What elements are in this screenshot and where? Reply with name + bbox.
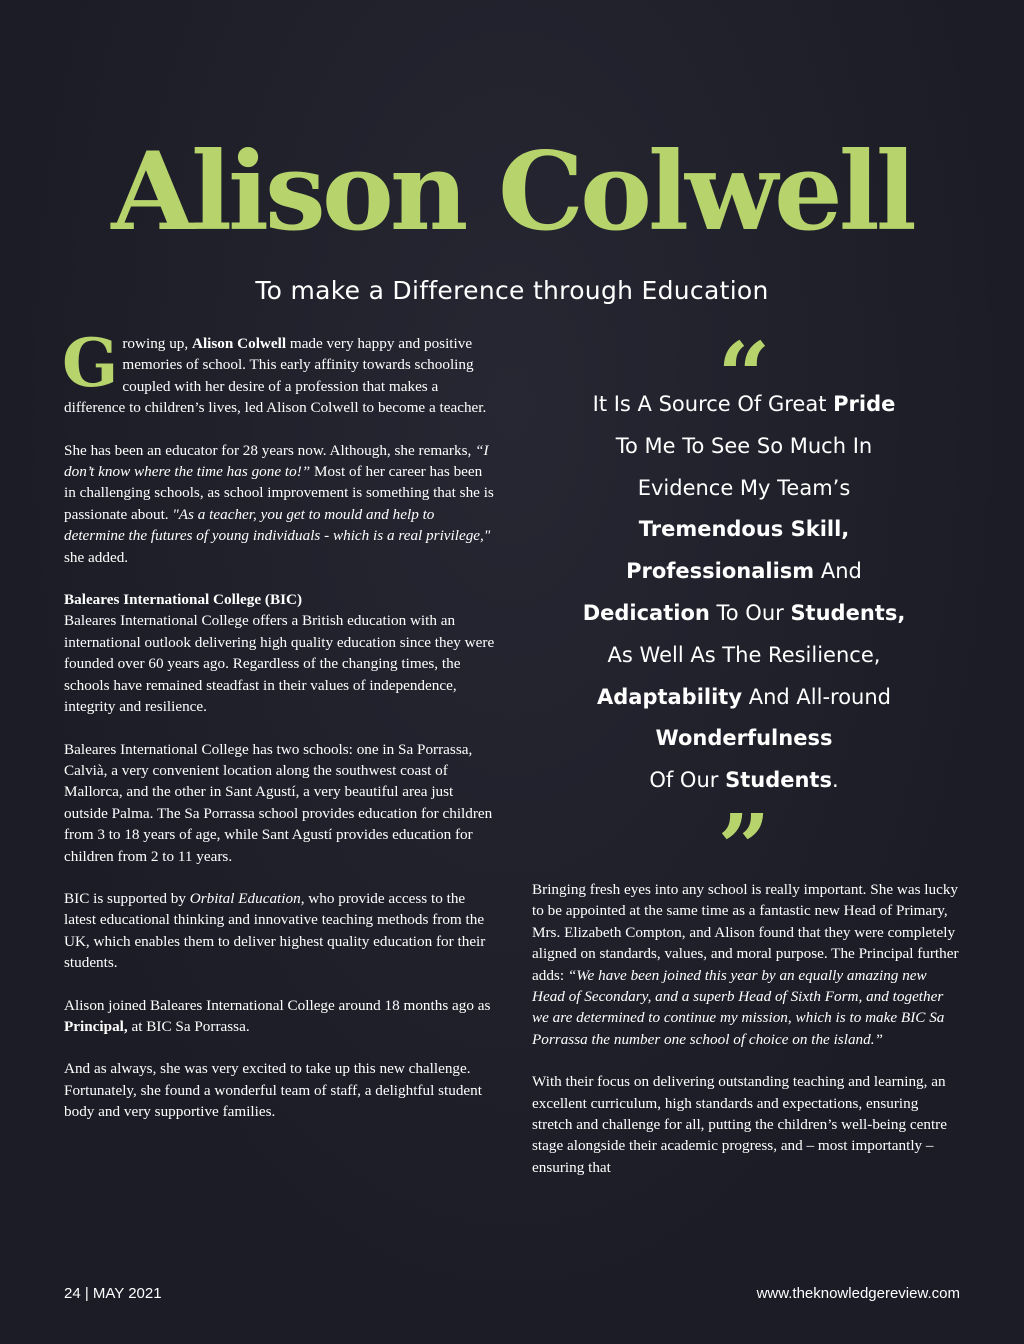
article-subtitle: To make a Difference through Education	[255, 276, 769, 305]
paragraph: And as always, she was very excited to take up this new challenge. Fortunately, she found a wonderful team of staff, a delightful student body and very supportive families.	[64, 1060, 482, 1121]
website-url: www.theknowledgereview.com	[756, 1285, 960, 1302]
open-quote-icon: “	[717, 322, 771, 430]
paragraph: Bringing fresh eyes into any school is really important. She was lucky to be appointed at the same time as a fantastic new Head of Primary, Mrs. Elizabeth Compton, and Alison found that they were completely aligned on standards, values, and moral purpose. The Principal further adds: “We have been joined this year by an equally amazing new Head of Secondary, and a superb Head of Sixth Form, and together we are determined to continue my mission, which is to make BIC Sa Porrassa the number one school of choice on the island.”	[532, 881, 959, 1048]
left-column	[62, 324, 496, 1144]
section-heading: Baleares International College (BIC)	[64, 591, 303, 609]
role-title: Principal,	[64, 1017, 128, 1035]
pull-quote	[556, 322, 932, 902]
close-quote-icon: ”	[717, 793, 771, 902]
right-column	[532, 879, 960, 1199]
paragraph: Baleares International College (BIC) Baleares International College offers a British education with an international outlook delivering high quality education since they were founded over 60 years ago. Regardless of the changing times, the schools have remained steadfast in their values of independence, integrity and resilience.	[64, 591, 495, 716]
intro-paragraph: Growing up, Alison Colwell made very happy and positive memories of school. This early affinity towards schooling coupled with her desire of a profession that makes a difference to children’s lives, led Alison Colwell to become a teacher.	[62, 324, 487, 417]
page-number: 24 | MAY 2021	[64, 1285, 162, 1302]
paragraph: Baleares International College has two schools: one in Sa Porrassa, Calvià, a very convenient location along the southwest coast of Mallorca, and the other in Sant Agustí, a very beautiful area just outside Palma. The Sa Porrassa school provides education for children from 3 to 18 years of age, while Sant Agustí provides education for children from 2 to 11 years.	[64, 740, 493, 865]
paragraph: She has been an educator for 28 years now. Although, she remarks, “I don’t know where the time has gone to!” Most of her career has been in challenging schools, as school improvement is something that she is passionate about. "As a teacher, you get to mould and help to determine the futures of young individuals - which is a real privilege," she added.	[64, 441, 494, 566]
inline-quote: “We have been joined this year by an equally amazing new Head of Secondary, and a superb Head of Sixth Form, and together we are determined to continue my mission, which is to make BIC Sa Porrassa the number one school of choice on the island.”	[532, 966, 945, 1048]
inline-quote: “I don’t know where the time has gone to!”	[64, 441, 489, 481]
pull-quote-text: It Is A Source Of Great Pride To Me To See So Much In Evidence My Team’s Tremendous Skill, Professionalism And Dedication To Our Students, As Well As The Resilience, Adaptability And All-round Wonderfulness Of Our Students.	[582, 392, 906, 793]
person-name: Alison Colwell	[191, 335, 287, 352]
drop-cap: G	[62, 324, 119, 402]
paragraph: Alison joined Baleares International College around 18 months ago as Principal, at BIC Sa Porrassa.	[64, 996, 491, 1035]
article-title: Alison Colwell	[111, 129, 913, 255]
paragraph: BIC is supported by Orbital Education, who provide access to the latest educational thinking and innovative teaching methods from the UK, which enables them to deliver highest quality education for their students.	[64, 889, 486, 972]
paragraph: With their focus on delivering outstanding teaching and learning, an excellent curriculum, high standards and expectations, ensuring stretch and challenge for all, putting the children’s well-being centre stage alongside their academic progress, and – most importantly – ensuring that	[532, 1073, 947, 1176]
organization-name: Orbital Education	[189, 889, 301, 907]
inline-quote: "As a teacher, you get to mould and help to determine the futures of young individuals - which is a real privilege,"	[64, 505, 491, 545]
